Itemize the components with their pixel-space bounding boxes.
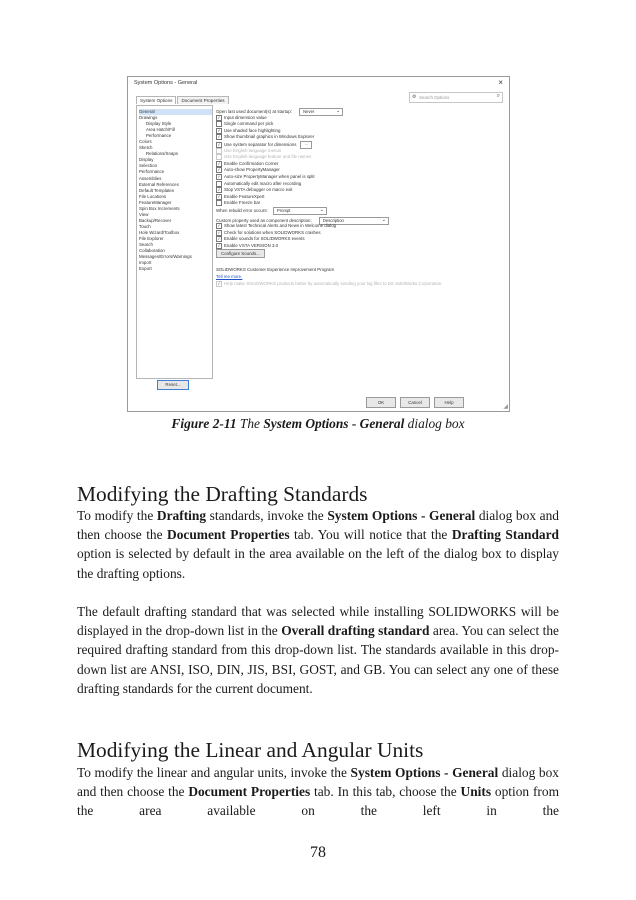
checkbox-row[interactable] [216, 200, 504, 207]
general-options-panel [216, 108, 504, 287]
tree-item[interactable]: File Explorer [139, 235, 164, 241]
tree-item[interactable]: Export [139, 266, 152, 272]
checkbox-icon[interactable] [216, 154, 222, 160]
paragraph-drafting-2: The default drafting standard that was selected while installing SOLIDWORKS will be displayed in the drop-down list in the Overall drafting standard area. You can select the required drafting standard from this drop-down list. The standards available in this drop-down list are ANSI, ISO, DIN, JIS, BSI, GOST, and GB. You can select any one of these drafting standards for the current document. [77, 604, 560, 696]
tree-item[interactable]: Messages/Errors/Warnings [139, 254, 192, 260]
configure-sounds-button[interactable]: Configure Sounds... [216, 249, 265, 258]
tree-item[interactable]: Backup/Recover [139, 217, 172, 223]
checkbox-icon[interactable]: ✓ [217, 173, 221, 179]
checkbox-row[interactable] [216, 230, 504, 237]
tree-item[interactable]: Drawings [139, 115, 158, 121]
checkbox-label: Check for solutions when SOLIDWORKS crashes [224, 229, 321, 235]
caption-mid: The [236, 416, 264, 431]
checkbox-icon[interactable]: ✓ [217, 160, 221, 166]
checkbox-row[interactable] [216, 148, 504, 155]
tree-item[interactable]: Touch [139, 223, 151, 229]
caption-suffix: dialog box [404, 416, 465, 431]
checkbox-label: Auto-show PropertyManager [224, 167, 280, 173]
tree-item[interactable]: View [139, 211, 149, 217]
checkbox-icon[interactable] [216, 121, 222, 127]
separator-options-button[interactable]: ... [300, 141, 312, 149]
tab-system-options[interactable]: System Options [136, 96, 176, 104]
checkbox-row[interactable] [216, 161, 504, 168]
paragraph-units-1: To modify the linear and angular units, invoke the System Options - General dialog box and then choose the Document Properties tab. In this tab, choose the Units option from the area available on the left in the [77, 765, 560, 819]
search-input[interactable] [409, 92, 503, 103]
checkbox-label: Enable FeatureXpert [224, 193, 265, 199]
tell-me-more-link[interactable]: Tell me more. [216, 274, 243, 280]
checkbox-row[interactable] [216, 115, 504, 122]
figure-caption [0, 416, 636, 432]
checkbox-row[interactable] [216, 167, 504, 174]
checkbox-icon[interactable]: ✓ [217, 242, 221, 248]
checkbox-label: Use English language feature and file names [224, 154, 312, 160]
dialog-tabs [136, 96, 230, 104]
dialog-title: System Options - General [134, 80, 198, 86]
rebuild-label: When rebuild error occurs: [216, 208, 268, 214]
checkbox-label: Use shaded face highlighting [224, 127, 281, 133]
checkbox-row[interactable] [216, 121, 504, 128]
tree-item[interactable]: Display [139, 157, 154, 163]
ceip-check-row[interactable] [216, 281, 504, 288]
tree-item[interactable]: FeatureManager [139, 199, 172, 205]
search-icon[interactable]: ⌕ [496, 93, 500, 99]
custom-prop-label: Custom property used as component description: [216, 217, 312, 223]
checkbox-icon[interactable]: ✓ [217, 229, 221, 235]
tree-item[interactable]: Selection [139, 163, 158, 169]
tree-item[interactable]: General [139, 109, 212, 115]
checkbox-row[interactable] [216, 194, 504, 201]
checkbox-row[interactable] [216, 181, 504, 188]
checkbox-label: Use English language menus [224, 147, 282, 153]
tree-item[interactable]: Performance [139, 169, 165, 175]
checkbox-icon[interactable]: ✓ [217, 193, 221, 199]
tree-item[interactable]: Collaboration [139, 248, 165, 254]
checkbox-label: Enable Confirmation Corner [224, 160, 279, 166]
tree-item[interactable]: Search [139, 242, 153, 248]
checkbox-row[interactable] [216, 134, 504, 141]
page-number: 78 [310, 844, 326, 861]
checkbox-icon[interactable]: ✓ [217, 236, 221, 242]
search-options-icon: ⚙ [412, 94, 417, 100]
section-heading-units: Modifying the Linear and Angular Units [77, 738, 424, 762]
configure-sounds-row [216, 249, 504, 259]
checkbox-row[interactable] [216, 128, 504, 135]
reset-button[interactable]: Reset... [157, 380, 189, 390]
options-tree [136, 105, 213, 379]
checkbox-label: Enable sounds for SOLIDWORKS events [224, 236, 305, 242]
caption-bold-title: System Options - General [263, 416, 405, 431]
tree-item[interactable]: Relations/Snaps [146, 151, 178, 157]
checkbox-label: Automatically edit macro after recording [224, 180, 302, 186]
checkbox-icon[interactable]: ✓ [217, 134, 221, 140]
ceip-check-label: Help make SOLIDWORKS products better by automatically sending your log files to DS SolidWorks Corporation [224, 280, 442, 286]
custom-prop-select[interactable]: Description ⌄ [319, 217, 389, 225]
checkbox-icon[interactable] [216, 148, 222, 154]
checkbox-icon[interactable]: ✓ [217, 187, 221, 193]
tree-item[interactable]: Sketch [139, 145, 153, 151]
ceip-link-row [216, 274, 504, 281]
tab-document-properties[interactable]: Document Properties [177, 96, 228, 104]
custom-prop-row [216, 217, 504, 224]
caption-figure-number: Figure 2-11 [171, 416, 237, 431]
checkbox-row[interactable] [216, 236, 504, 243]
tree-item[interactable]: Spin Box Increments [139, 205, 180, 211]
tree-item[interactable]: Performance [146, 133, 172, 139]
close-icon[interactable]: × [498, 78, 503, 87]
rebuild-row [216, 207, 504, 214]
checkbox-row[interactable] [216, 187, 504, 194]
section-heading-drafting-standards: Modifying the Drafting Standards [77, 482, 368, 506]
checkbox-label: Show latest Technical Alerts and News in Welcome dialog [224, 223, 337, 229]
checkbox-row[interactable] [216, 243, 504, 250]
open-last-row [216, 108, 504, 115]
open-last-label: Open last used document(s) at startup: [216, 109, 292, 115]
system-options-dialog-figure [127, 76, 510, 412]
search-placeholder: Search Options [419, 95, 450, 100]
tree-item[interactable]: Colors [139, 139, 152, 145]
checkbox-icon[interactable]: ✓ [217, 114, 221, 120]
checkbox-label: Single command per pick [224, 121, 274, 127]
checkbox-icon[interactable]: ✓ [217, 141, 221, 147]
paragraph-drafting-1: To modify the Drafting standards, invoke the System Options - General dialog box and then choose the Document Properties tab. You will notice that the Drafting Standard option is selected by default in the area available on the left of the dialog box to display the drafting options. [77, 508, 560, 581]
checkbox-row[interactable] [216, 141, 504, 148]
checkbox-label: Use system separator for dimensions [224, 142, 297, 148]
checkbox-label: Show thumbnail graphics in Windows Explorer [224, 134, 315, 140]
checkbox-label: Auto-size PropertyManager when panel is split [224, 174, 315, 180]
tree-item[interactable]: Display Style [146, 121, 172, 127]
checkbox-icon[interactable]: ✓ [217, 223, 221, 229]
checkbox-row[interactable] [216, 223, 504, 230]
cancel-button[interactable]: Cancel [400, 397, 430, 408]
checkbox-icon[interactable]: ✓ [217, 127, 221, 133]
checkbox-icon[interactable] [216, 181, 222, 187]
checkbox-row[interactable] [216, 174, 504, 181]
rebuild-select[interactable]: Prompt ⌄ [273, 207, 327, 215]
tree-item[interactable]: Default Templates [139, 187, 175, 193]
checkbox-label: Input dimension value [224, 114, 267, 120]
checkbox-label: Enable VSTA VERSION 3.0 [224, 243, 279, 249]
checkbox-row[interactable] [216, 154, 504, 161]
ok-button[interactable]: OK [366, 397, 396, 408]
resize-grip-icon[interactable]: ◢ [503, 404, 508, 410]
checkbox-icon[interactable]: ✓ [217, 167, 221, 173]
open-last-select[interactable]: Never ⌄ [299, 108, 343, 116]
checkbox-label: Enable Freeze bar [224, 200, 261, 206]
help-button[interactable]: Help [434, 397, 464, 408]
checkbox-icon[interactable]: ✓ [217, 280, 221, 286]
tree-item[interactable]: Hole Wizard/Toolbox [139, 229, 180, 235]
tree-item[interactable]: Assemblies [139, 175, 162, 181]
tree-item[interactable]: Area Hatch/Fill [146, 127, 175, 133]
tree-item[interactable]: Import [139, 260, 152, 266]
tree-item[interactable]: External References [139, 181, 179, 187]
ceip-heading: SOLIDWORKS Customer Experience Improvement Program [216, 267, 335, 273]
checkbox-label: Stop VSTA debugger on macro exit [224, 187, 293, 193]
tree-item[interactable]: File Locations [139, 193, 167, 199]
checkbox-icon[interactable] [216, 200, 222, 206]
